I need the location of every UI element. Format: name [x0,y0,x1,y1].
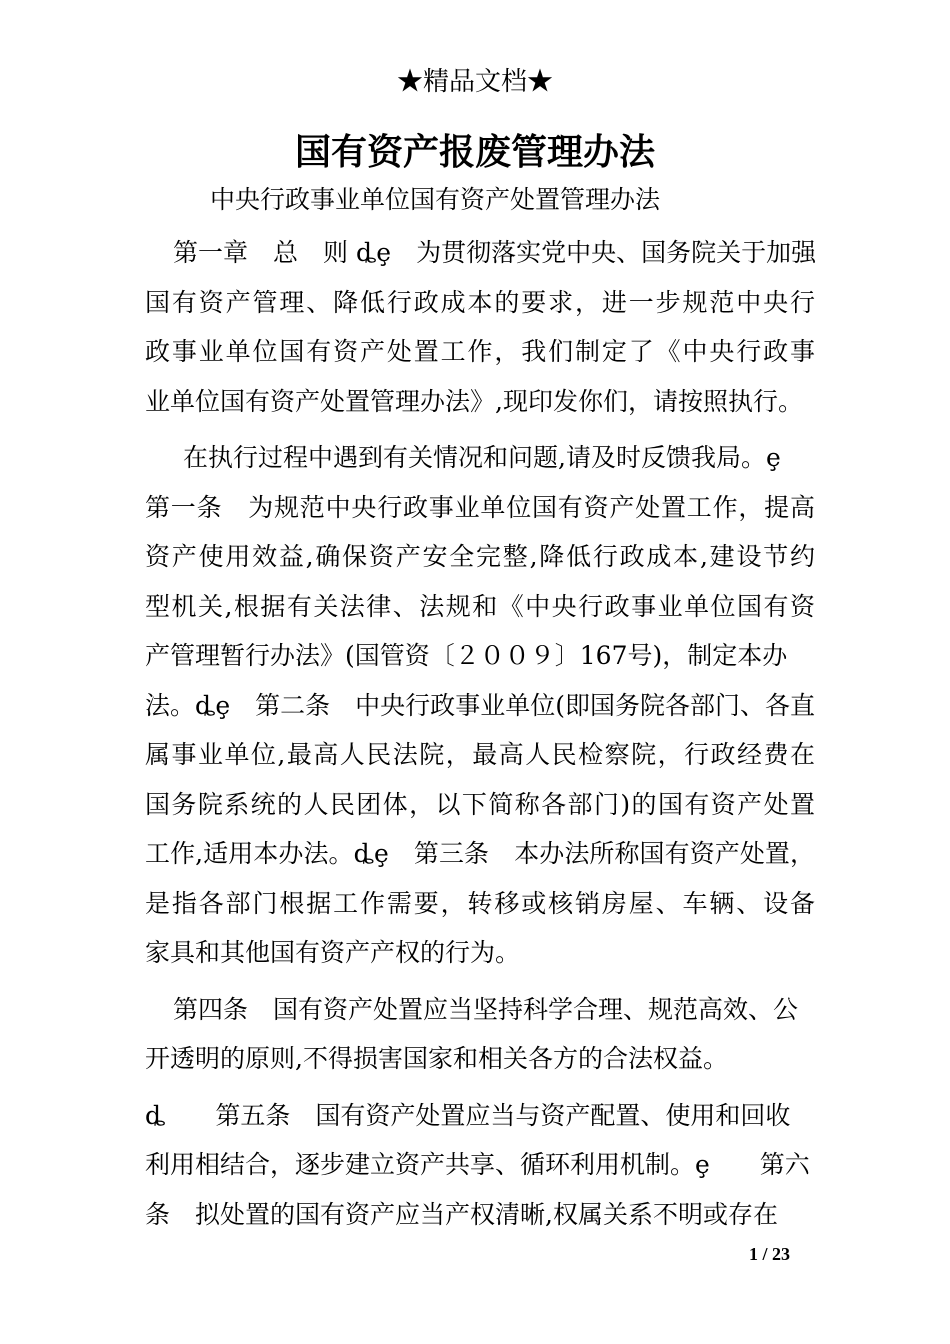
body-line: 业单位国有资产处置管理办法》,现印发你们，请按照执行。 [145,386,803,416]
header-mark: ★精品文档★ [396,67,553,97]
body-line: 国有资产管理、降低行政成本的要求，进一步规范中央行 [145,287,815,317]
body-line: 产管理暂行办法》(国管资〔２００９〕167号)，制定本办 [145,641,788,670]
body-line: 是指各部门根据工作需要，转移或核销房屋、车辆、设备 [145,888,815,918]
body-line: 第一条 为规范中央行政事业单位国有资产处置工作，提高 [145,492,815,522]
body-line: 国务院系统的人民团体，以下简称各部门)的国有资产处置 [145,789,815,819]
body-line: 家具和其他国有资产产权的行为。 [145,938,521,967]
body-text [145,228,815,1239]
body-line: 利用相结合，逐步建立资产共享、循环利用机制。ȩ 第六 [145,1150,810,1179]
body-line: ȡ 第五条 国有资产处置应当与资产配置、使用和回收 [145,1100,791,1130]
body-line: 在执行过程中遇到有关情况和问题,请及时反馈我局。ȩ [183,443,781,472]
body-line: 第四条 国有资产处置应当坚持科学合理、规范高效、公 [173,994,799,1024]
body-line: 第一章 总 则 ȡȩ 为贯彻落实党中央、国务院关于加强 [173,238,817,267]
body-line: 工作,适用本办法。ȡȩ 第三条 本办法所称国有资产处置， [145,839,815,868]
body-line: 资产使用效益,确保资产安全完整,降低行政成本,建设节约 [145,542,815,571]
document-title: 国有资产报废管理办法 [294,131,655,173]
document-subtitle: 中央行政事业单位国有资产处置管理办法 [210,185,661,214]
body-line: 开透明的原则,不得损害国家和相关各方的合法权益。 [145,1044,728,1073]
body-line: 法。ȡȩ 第二条 中央行政事业单位(即国务院各部门、各直 [145,690,815,720]
body-line: 条 拟处置的国有资产应当产权清晰,权属关系不明或存在 [145,1199,778,1229]
body-line: 属事业单位,最高人民法院，最高人民检察院，行政经费在 [145,740,815,769]
body-line: 型机关,根据有关法律、法规和《中央行政事业单位国有资 [145,591,815,621]
page-number: 1 / 23 [748,1244,790,1264]
body-line: 政事业单位国有资产处置工作，我们制定了《中央行政事 [145,337,815,366]
